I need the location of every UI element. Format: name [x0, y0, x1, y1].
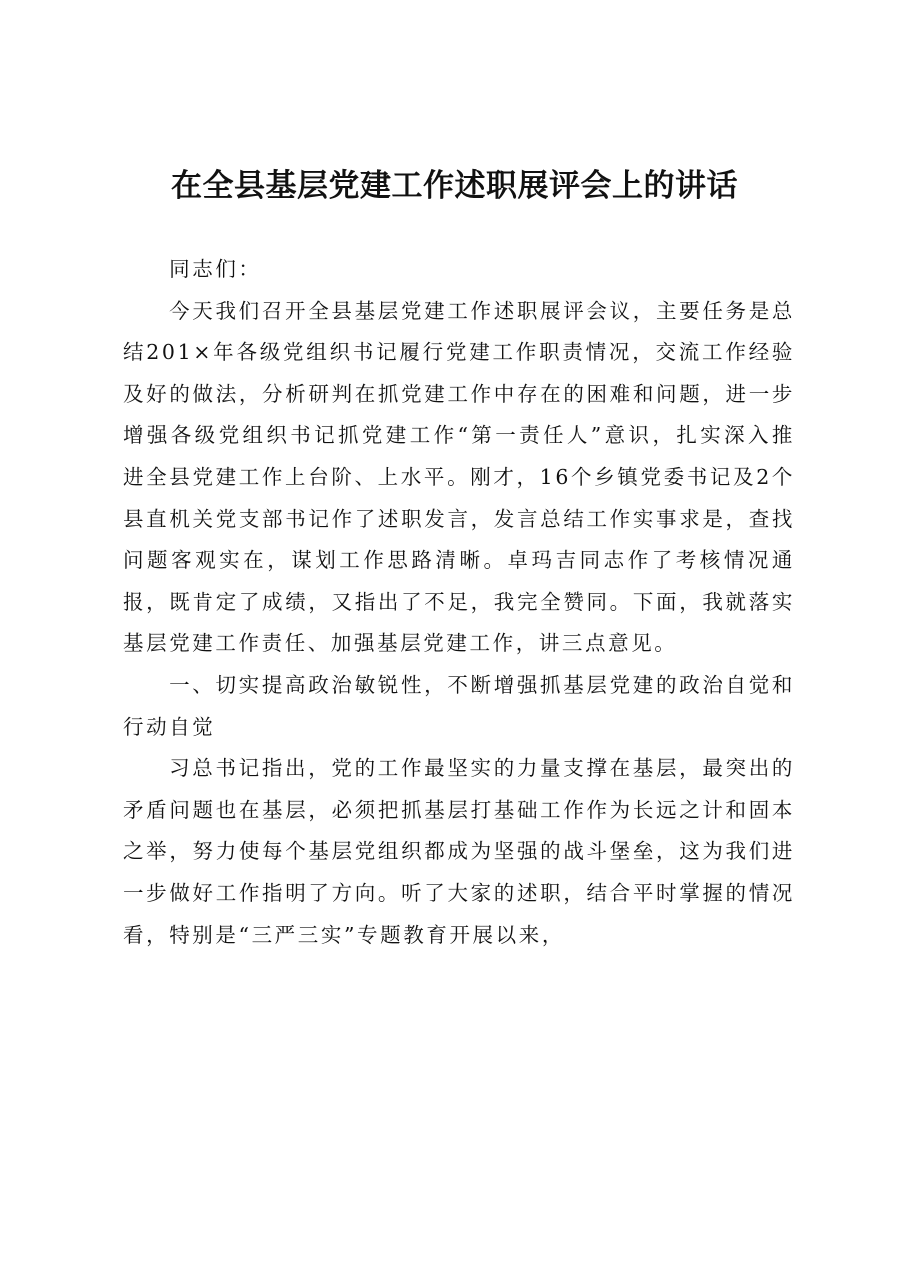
document-title: 在全县基层党建工作述职展评会上的讲话 — [171, 168, 738, 204]
document-body — [123, 249, 795, 956]
salutation-paragraph: 同志们： — [169, 257, 262, 281]
section-heading-one: 一、切实提高政治敏锐性，不断增强抓基层党建的政治自觉和行动自觉 — [123, 672, 795, 739]
intro-paragraph: 今天我们召开全县基层党建工作述职展评会议，主要任务是总结201×年各级党组织书记履行党建工作职责情况，交流工作经验及好的做法，分析研判在抓党建工作中存在的困难和问题，进一步增强各级党组织书记抓党建工作“第一责任人”意识，扎实深入推进全县党建工作上台阶、上水平。刚才，16个乡镇党委书记及2个县直机关党支部书记作了述职发言，发言总结工作实事求是，查找问题客观实在，谋划工作思路清晰。卓玛吉同志作了考核情况通报，既肯定了成绩，又指出了不足，我完全赞同。下面，我就落实基层党建工作责任、加强基层党建工作，讲三点意见。 — [123, 298, 795, 656]
body-paragraph: 习总书记指出，党的工作最坚实的力量支撑在基层，最突出的矛盾问题也在基层，必须把抓基层打基础工作作为长远之计和固本之举，努力使每个基层党组织都成为坚强的战斗堡垒，这为我们进一步做好工作指明了方向。听了大家的述职，结合平时掌握的情况看，特别是“三严三实”专题教育开展以来， — [123, 756, 795, 947]
